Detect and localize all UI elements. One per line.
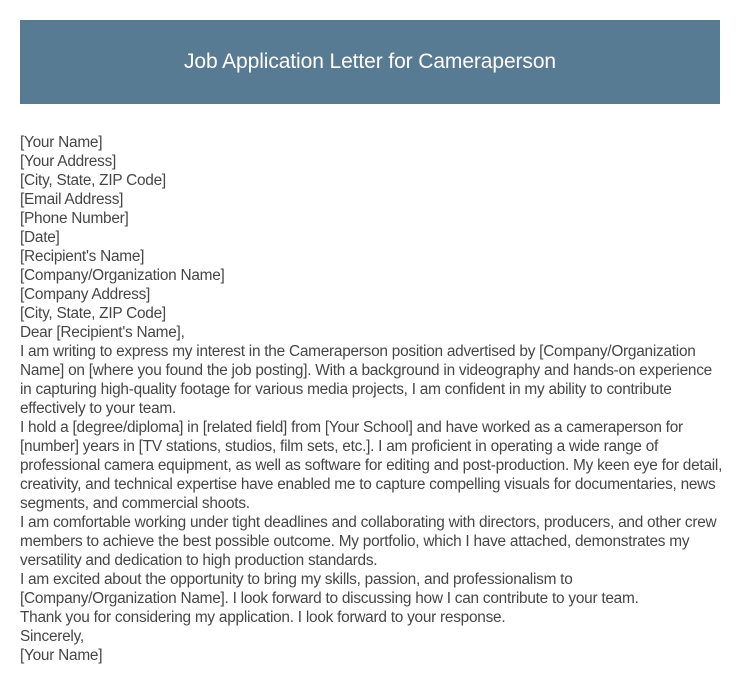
closing: Sincerely, <box>20 628 84 645</box>
paragraph-experience: I hold a [degree/diploma] in [related field] from [Your School] and have worked as a cameraperson for [number] years in [TV stations, studios, film sets, etc.]. I am proficient in operating a wide range of professional camera equipment, as well as software for editing and post-production. My keen eye for detail, creativity, and technical expertise have enabled me to capture compelling visuals for documentaries, news segments, and commercial shoots. <box>20 419 723 512</box>
sender-city-state-zip: [City, State, ZIP Code] <box>20 172 166 189</box>
recipient-name: [Recipient's Name] <box>20 248 145 265</box>
letter-body <box>20 133 725 665</box>
paragraph-enthusiasm: I am excited about the opportunity to bring my skills, passion, and professionalism to [Company/Organization Name]. I look forward to discussing how I can contribute to your team. <box>20 571 639 607</box>
sender-address: [Your Address] <box>20 153 117 170</box>
recipient-city-state-zip: [City, State, ZIP Code] <box>20 305 166 322</box>
letter-date: [Date] <box>20 229 60 246</box>
paragraph-intro: I am writing to express my interest in the Cameraperson position advertised by [Company/Organization Name] on [where you found the job posting]. With a background in videography and hands-on experience in capturing high-quality footage for various media projects, I am confident in my ability to contribute effectively to your team. <box>20 343 712 417</box>
sender-phone: [Phone Number] <box>20 210 129 227</box>
recipient-address: [Company Address] <box>20 286 151 303</box>
sender-name: [Your Name] <box>20 134 103 151</box>
signature: [Your Name] <box>20 647 103 664</box>
salutation: Dear [Recipient's Name], <box>20 324 185 341</box>
page-title: Job Application Letter for Cameraperson <box>184 50 556 73</box>
title-banner <box>20 20 720 104</box>
recipient-company: [Company/Organization Name] <box>20 267 225 284</box>
paragraph-teamwork: I am comfortable working under tight deadlines and collaborating with directors, producers, and other crew members to achieve the best possible outcome. My portfolio, which I have attached, demonstrates my versatility and dedication to high production standards. <box>20 514 717 569</box>
paragraph-thanks: Thank you for considering my application. I look forward to your response. <box>20 609 506 626</box>
sender-email: [Email Address] <box>20 191 124 208</box>
